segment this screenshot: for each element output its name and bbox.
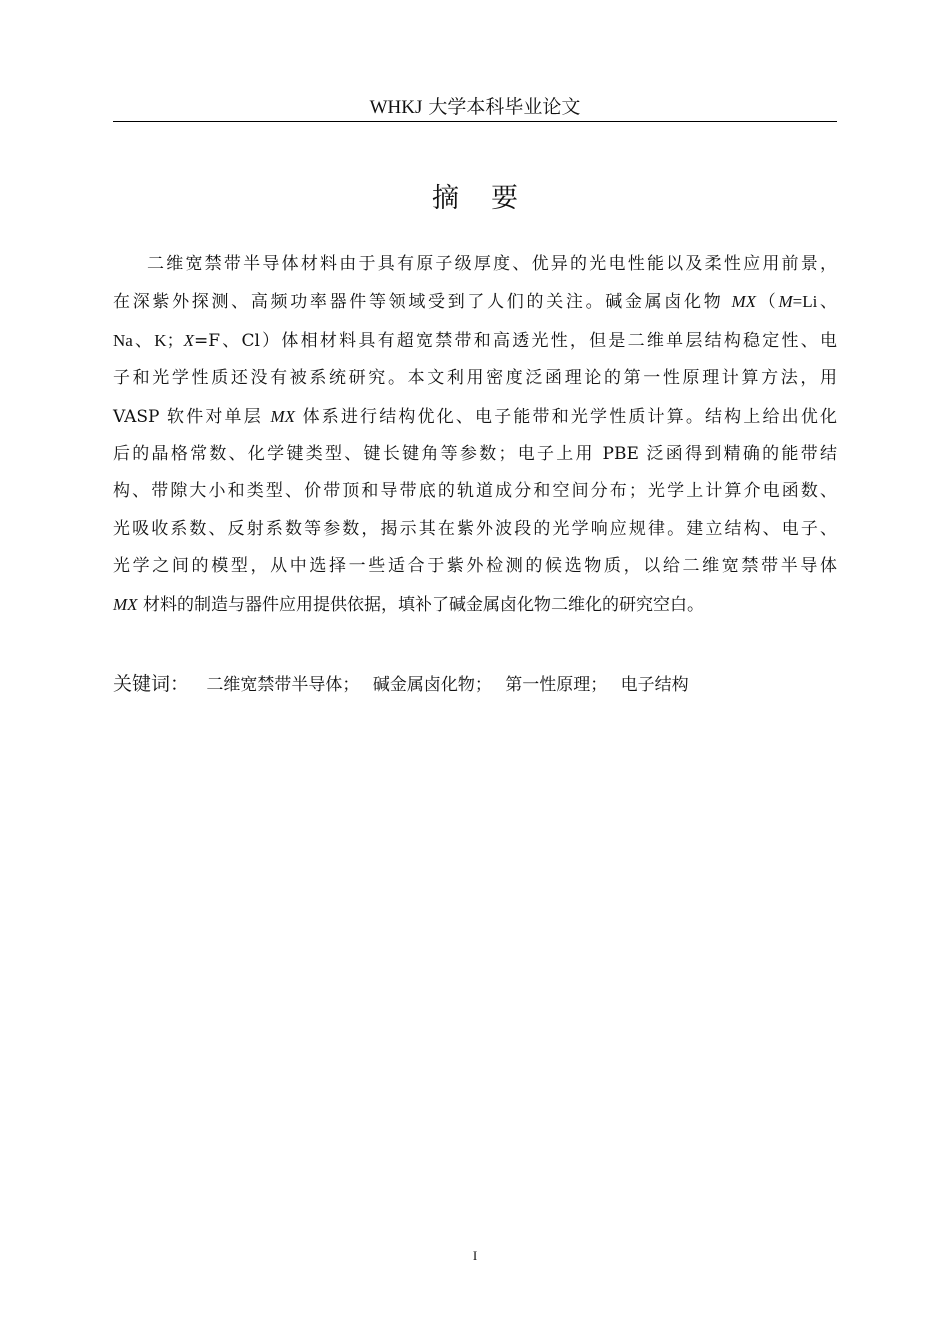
text-run: Na、K； xyxy=(113,330,184,350)
page-header xyxy=(113,94,837,122)
abstract-title-part1: 摘 xyxy=(432,183,459,214)
text-run: 体系进行结构优化、电子能带和光学性质计算。结构上给出优化 xyxy=(295,406,838,427)
abstract-line xyxy=(113,436,837,473)
keyword-item: 二维宽禁带半导体； xyxy=(206,675,360,695)
text-run: 光吸收系数、反射系数等参数，揭示其在紫外波段的光学响应规律。建立结构、电子、 xyxy=(113,518,837,539)
text-run: 后的晶格常数、化学键类型、键长键角等参数；电子上用 PBE 泛函得到精确的能带结 xyxy=(113,444,837,465)
abstract-line xyxy=(113,283,837,321)
header-prefix: WHKJ xyxy=(369,97,423,118)
abstract-title xyxy=(0,181,950,217)
header-rule xyxy=(113,121,837,122)
italic-symbol: X xyxy=(183,330,194,350)
text-run: 材料的制造与器件应用提供依据，填补了碱金属卤化物二维化的研究空白。 xyxy=(137,594,704,615)
text-run: =F、Cl）体相材料具有超宽禁带和高透光性，但是二维单层结构稳定性、电 xyxy=(193,330,837,351)
italic-symbol: M xyxy=(778,292,793,312)
text-run: =Li、 xyxy=(792,292,838,312)
abstract-line xyxy=(113,398,837,436)
abstract-line xyxy=(113,246,837,283)
abstract-line xyxy=(113,548,837,585)
abstract-title-part2: 要 xyxy=(491,183,518,214)
italic-symbol: MX xyxy=(731,292,757,312)
italic-symbol: MX xyxy=(270,406,295,426)
keyword-item: 电子结构 xyxy=(620,675,689,695)
text-run: VASP 软件对单层 xyxy=(113,406,271,427)
abstract-line xyxy=(113,473,837,510)
text-run: 子和光学性质还没有被系统研究。本文利用密度泛函理论的第一性原理计算方法，用 xyxy=(113,368,837,389)
keyword-item: 第一性原理； xyxy=(505,675,608,695)
abstract-line xyxy=(113,360,837,397)
keywords xyxy=(113,670,837,699)
text-run: 二维宽禁带半导体材料由于具有原子级厚度、优异的光电性能以及柔性应用前景， xyxy=(147,254,837,274)
text-run: 光学之间的模型，从中选择一些适合于紫外检测的候选物质，以给二维宽禁带半导体 xyxy=(113,556,837,577)
text-run: （ xyxy=(756,292,779,313)
abstract-line xyxy=(113,511,837,548)
text-run: 构、带隙大小和类型、价带顶和导带底的轨道成分和空间分布；光学上计算介电函数、 xyxy=(113,481,837,502)
abstract-line xyxy=(113,586,837,624)
text-run: 在深紫外探测、高频功率器件等领域受到了人们的关注。碱金属卤化物 xyxy=(113,292,732,313)
italic-symbol: MX xyxy=(113,594,138,614)
keywords-label: 关键词： xyxy=(113,673,190,695)
page-number: I xyxy=(472,1248,478,1263)
header-title: 大学本科毕业论文 xyxy=(422,96,581,118)
keyword-item: 碱金属卤化物； xyxy=(372,675,492,695)
abstract-line xyxy=(113,322,837,360)
abstract-body xyxy=(113,246,837,624)
